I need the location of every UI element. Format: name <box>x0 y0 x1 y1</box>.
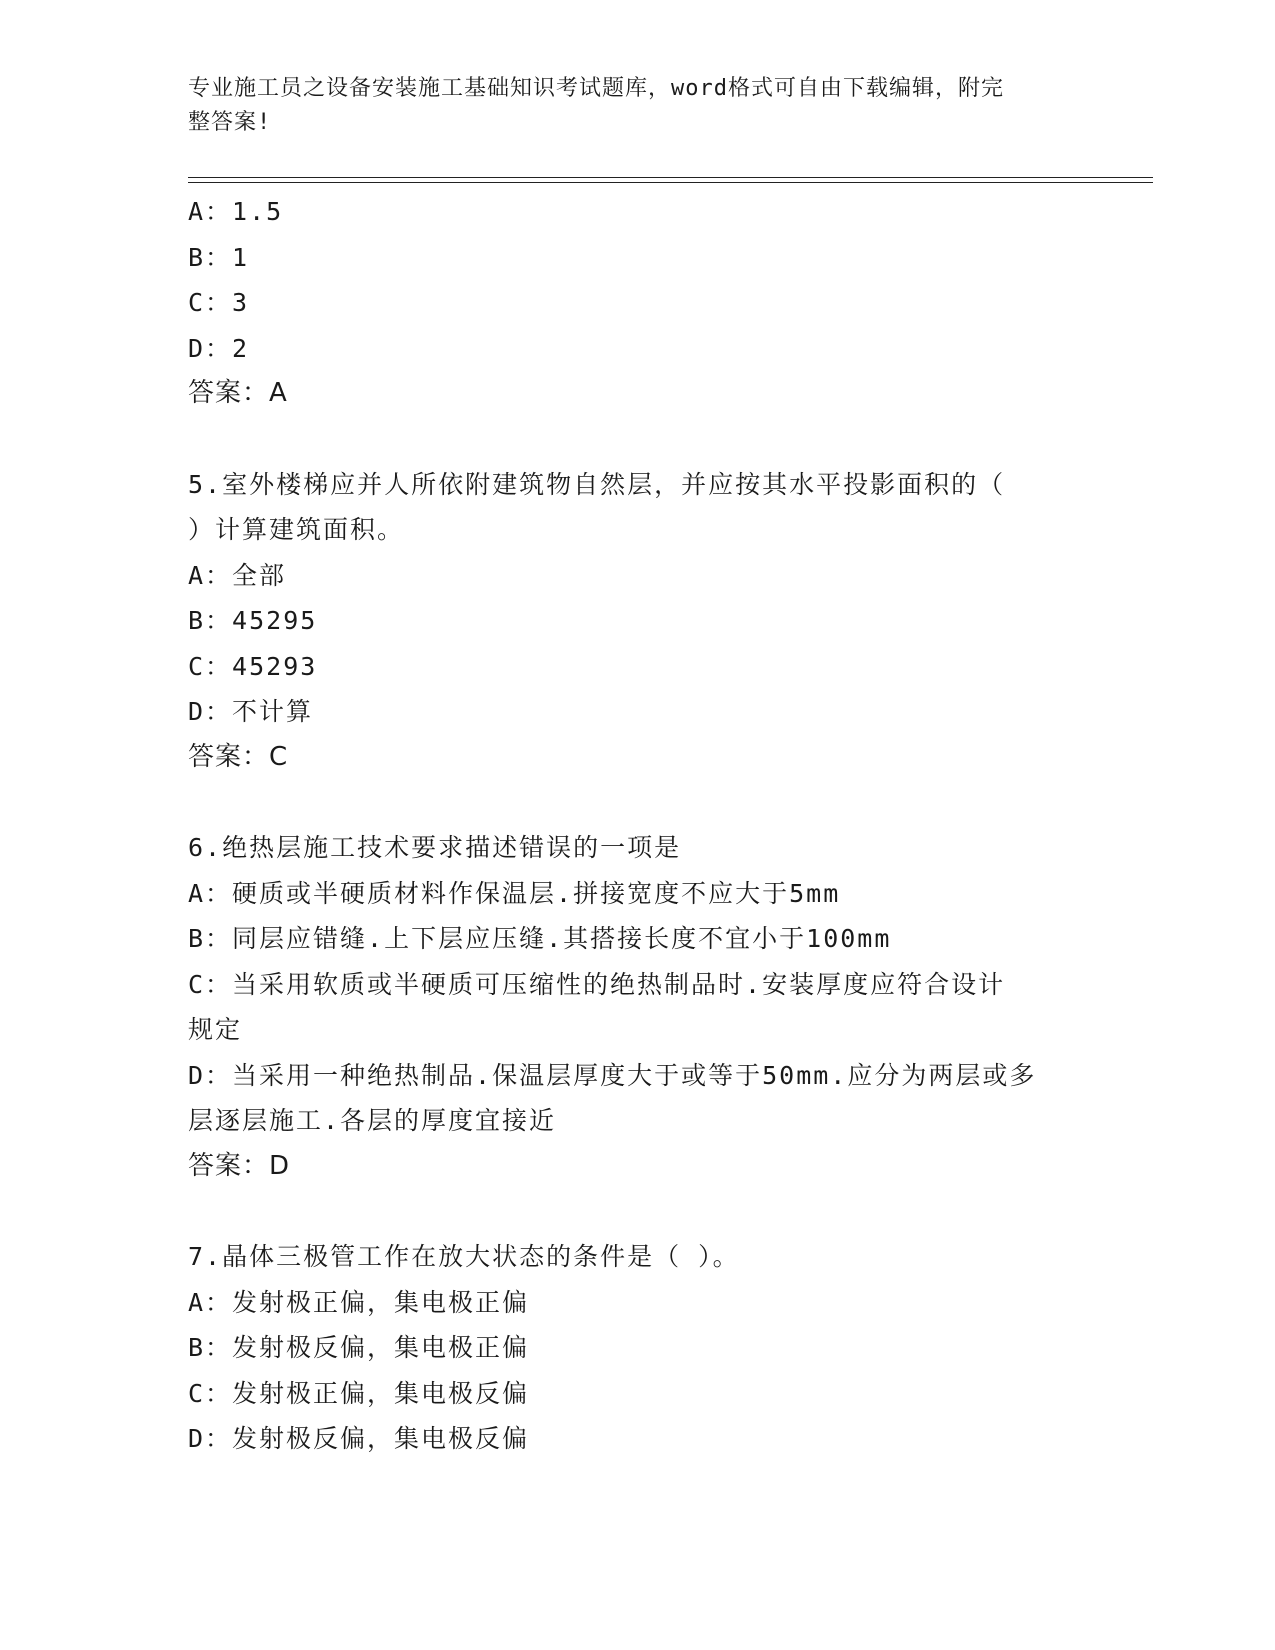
document-header <box>188 72 1078 140</box>
question-stem: 7.晶体三极管工作在放大状态的条件是（ ）。 <box>188 1242 740 1271</box>
option-c-line-1: C：当采用软质或半硬质可压缩性的绝热制品时.安装厚度应符合设计 <box>188 969 1006 999</box>
header-divider-bottom <box>188 182 1153 183</box>
answer: 答案：D <box>188 1150 291 1181</box>
question-6 <box>188 825 1088 1189</box>
option-d: D：2 <box>188 333 250 363</box>
question-4-tail <box>188 189 1088 417</box>
option-a: A：硬质或半硬质材料作保温层.拼接宽度不应大于5mm <box>188 878 841 908</box>
question-stem-line-1: 5.室外楼梯应并人所依附建筑物自然层，并应按其水平投影面积的（ <box>188 469 1006 499</box>
option-d: D：发射极反偏，集电极反偏 <box>188 1424 530 1453</box>
option-d-line-1: D：当采用一种绝热制品.保温层厚度大于或等于50mm.应分为两层或多 <box>188 1060 1037 1090</box>
option-c: C：3 <box>188 288 250 317</box>
header-title-line-1: 专业施工员之设备安装施工基础知识考试题库，word格式可自由下载编辑，附完 <box>188 76 1004 101</box>
option-b: B：1 <box>188 242 250 272</box>
question-list <box>188 189 1088 1462</box>
option-d-line-2: 层逐层施工.各层的厚度宜接近 <box>188 1106 557 1135</box>
question-7 <box>188 1234 1088 1462</box>
option-c: C：45293 <box>188 651 318 681</box>
spacer <box>188 1189 1088 1234</box>
spacer <box>188 780 1088 825</box>
header-divider-top <box>188 177 1153 178</box>
spacer <box>188 417 1088 462</box>
question-stem: 6.绝热层施工技术要求描述错误的一项是 <box>188 833 682 862</box>
option-a: A：1.5 <box>188 197 284 226</box>
option-a: A：发射极正偏，集电极正偏 <box>188 1287 530 1317</box>
question-stem-line-2: ）计算建筑面积。 <box>188 515 405 544</box>
option-c-line-2: 规定 <box>188 1015 243 1044</box>
answer: 答案：C <box>188 741 289 772</box>
option-d: D：不计算 <box>188 697 314 726</box>
option-b: B：45295 <box>188 606 318 635</box>
question-5 <box>188 462 1088 781</box>
answer: 答案：A <box>188 378 288 408</box>
option-b: B：发射极反偏，集电极正偏 <box>188 1333 530 1362</box>
option-a: A：全部 <box>188 560 287 590</box>
header-title-line-2: 整答案! <box>188 110 272 135</box>
option-c: C：发射极正偏，集电极反偏 <box>188 1378 530 1408</box>
option-b: B：同层应错缝.上下层应压缝.其搭接长度不宜小于100mm <box>188 924 892 953</box>
